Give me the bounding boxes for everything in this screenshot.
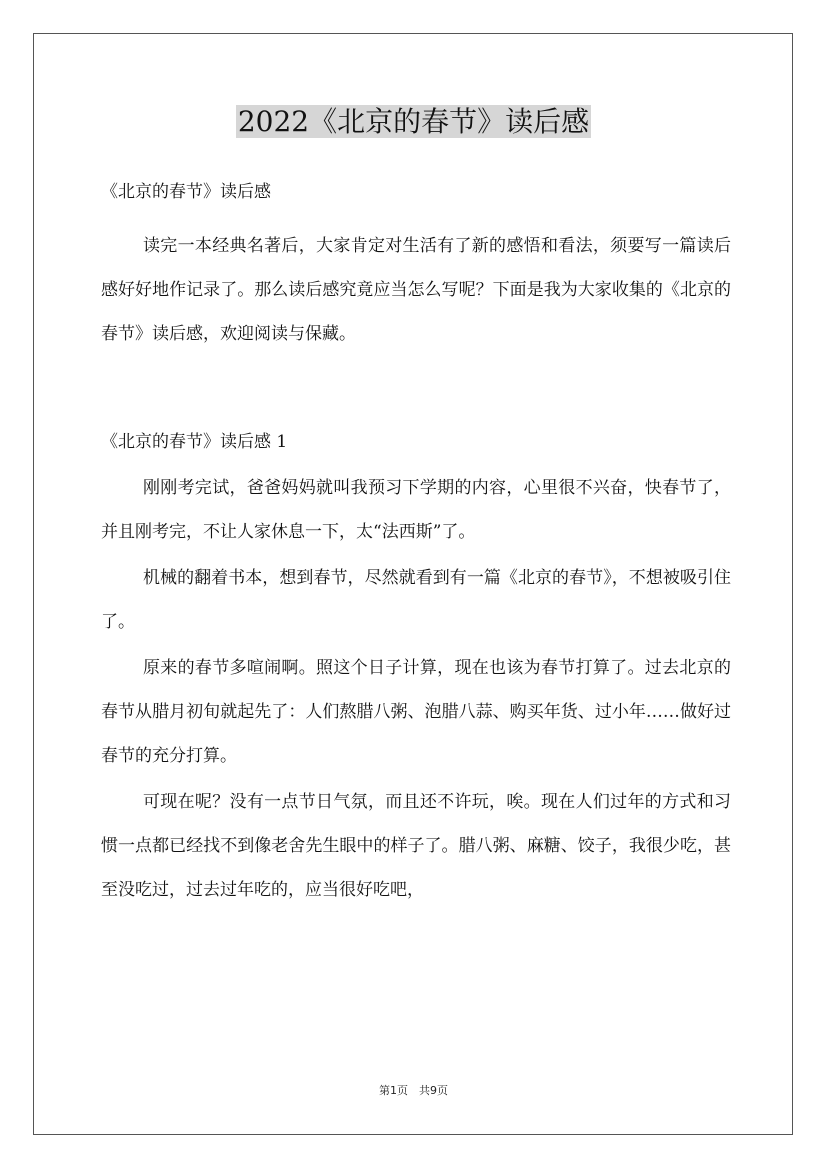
- document-title: [0, 100, 827, 144]
- document-body: [101, 170, 731, 912]
- intro-heading: 《北京的春节》读后感: [101, 182, 271, 202]
- spacer: [101, 214, 731, 224]
- body-paragraph-3: 原来的春节多喧闹啊。照这个日子计算，现在也该为春节打算了。过去北京的春节从腊月初旬就起先了：人们熬腊八粥、泡腊八蒜、购买年货、过小年……做好过春节的充分打算。: [101, 658, 731, 766]
- body-paragraph-1: 刚刚考完试，爸爸妈妈就叫我预习下学期的内容，心里很不兴奋，快春节了，并且刚考完，不让人家休息一下，太“法西斯”了。: [101, 478, 731, 542]
- spacer: [101, 356, 731, 420]
- title-highlight: 2022《北京的春节》读后感: [237, 105, 590, 138]
- section-heading: 《北京的春节》读后感 1: [101, 432, 288, 452]
- intro-paragraph: 读完一本经典名著后，大家肯定对生活有了新的感悟和看法，须要写一篇读后感好好地作记录了。那么读后感究竟应当怎么写呢？下面是我为大家收集的《北京的春节》读后感，欢迎阅读与保藏。: [101, 236, 731, 344]
- page-number-footer: 第1页 共9页: [379, 1084, 448, 1097]
- body-paragraph-4: 可现在呢？没有一点节日气氛，而且还不许玩，唉。现在人们过年的方式和习惯一点都已经找不到像老舍先生眼中的样子了。腊八粥、麻糖、饺子，我很少吃，甚至没吃过，过去过年吃的，应当很好吃吧，: [101, 792, 731, 900]
- body-paragraph-2: 机械的翻着书本，想到春节，尽然就看到有一篇《北京的春节》，不想被吸引住了。: [101, 568, 731, 632]
